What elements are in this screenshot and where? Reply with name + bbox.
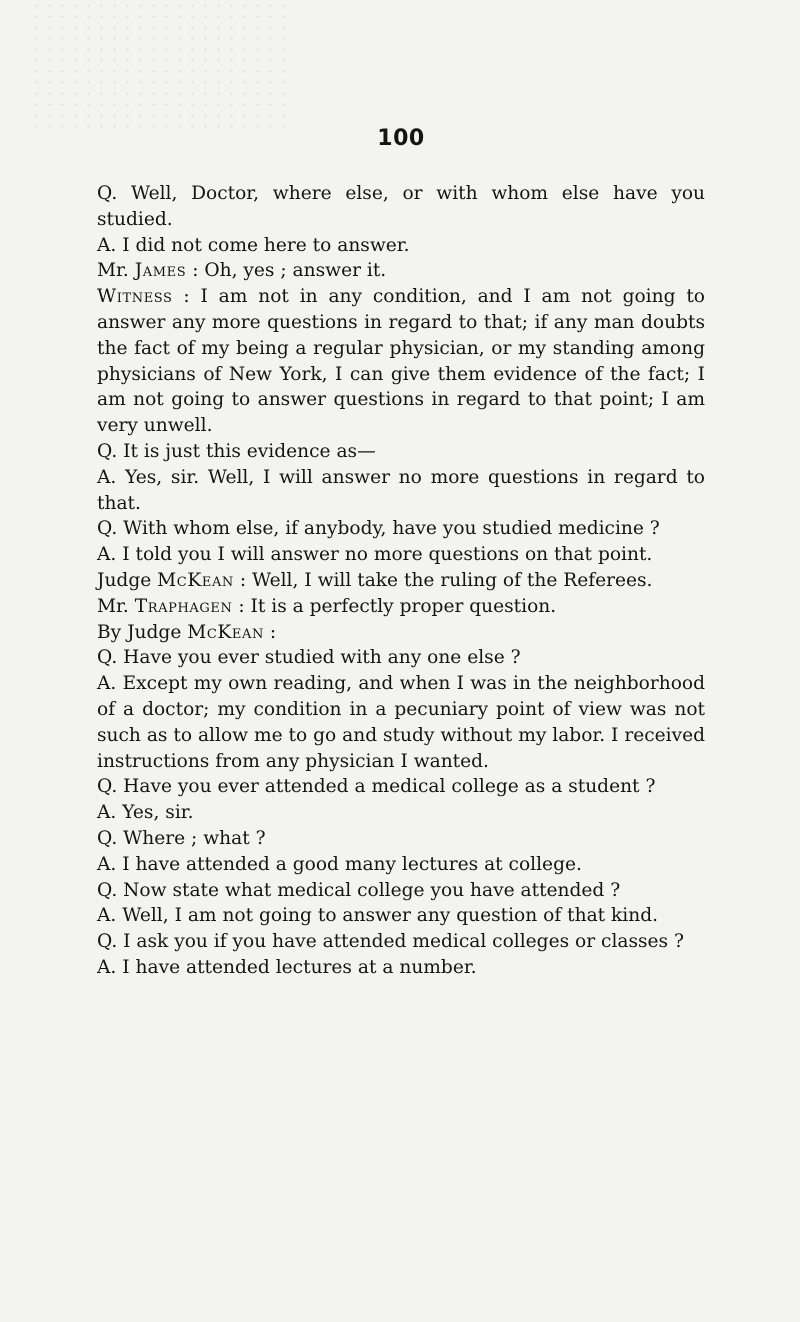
transcript-line [97, 645, 705, 671]
line-prefix: A. [97, 234, 117, 256]
line-prefix: A. [97, 853, 117, 875]
line-text: It is a perfectly proper question. [250, 595, 557, 617]
line-text: Where ; what ? [123, 827, 266, 849]
transcript-line [97, 233, 705, 259]
line-text: Except my own reading, and when I was in the neighborhood of a doctor; my condition in a pecuniary point of view was not such as to allow me to go and study without my labor. I received instructions from any physician I wanted. [97, 673, 705, 772]
line-text: Yes, sir. [122, 802, 194, 824]
transcript-line [97, 878, 705, 904]
line-text: Well, Doctor, where else, or with whom else have you studied. [97, 183, 705, 230]
line-text: I am not in any condition, and I am not going to answer any more questions in regard to that; if any man doubts the fact of my being a regular physician, or my standing among physicians of New York, I can give them evidence of the fact; I am not going to answer questions in regard to that point; I am very unwell. [97, 286, 705, 437]
heading-name: McKean [187, 621, 264, 643]
line-text: I ask you if you have attended medical colleges or classes ? [123, 931, 684, 953]
speaker-name: McKean [157, 569, 234, 591]
line-text: It is just this evidence as— [123, 440, 376, 462]
transcript-line [97, 929, 705, 955]
line-text: With whom else, if anybody, have you studied medicine ? [123, 518, 660, 540]
speaker-line: Judge McKean : Well, I will take the ruling of the Referees. [97, 569, 653, 591]
speaker-name: James [134, 260, 187, 282]
transcript-line [97, 516, 705, 542]
line-prefix: Q. [97, 518, 118, 540]
line-text: Now state what medical college you have attended ? [123, 879, 621, 901]
heading-prefix: By Judge [97, 621, 182, 643]
transcript-line [97, 903, 705, 929]
line-prefix: Q. [97, 931, 118, 953]
line-prefix: A. [97, 673, 117, 695]
line-text: I have attended a good many lectures at college. [122, 853, 582, 875]
line-prefix: Q. [97, 827, 118, 849]
transcript-body [97, 181, 705, 981]
paper-speckle-texture [30, 0, 290, 130]
line-text: Yes, sir. Well, I will answer no more questions in regard to that. [97, 466, 705, 514]
line-prefix: Q. [97, 776, 118, 798]
transcript-line [97, 852, 705, 878]
line-prefix: A. [97, 956, 117, 978]
transcript-line [97, 800, 705, 826]
page-number: 100 [377, 126, 425, 151]
transcript-line [97, 774, 705, 800]
speaker-title: Mr. [97, 260, 129, 282]
line-prefix: Q. [97, 183, 118, 204]
speaker-name: Witness [97, 286, 173, 308]
transcript-line [97, 826, 705, 852]
line-text: I have attended lectures at a number. [122, 956, 477, 978]
line-text: I did not come here to answer. [122, 234, 410, 256]
transcript-line [97, 465, 705, 517]
speaker-title: Judge [97, 569, 152, 591]
line-text: Well, I am not going to answer any question of that kind. [122, 905, 659, 927]
line-text: Well, I will take the ruling of the Referees. [252, 569, 653, 591]
transcript-line [97, 439, 705, 465]
transcript-line [97, 955, 705, 981]
speaker-line: Mr. Traphagen : It is a perfectly proper question. [97, 595, 557, 617]
transcript-line [97, 542, 705, 568]
line-text: Oh, yes ; answer it. [204, 260, 387, 282]
heading-suffix: : [269, 621, 277, 643]
speaker-name: Traphagen [134, 595, 233, 617]
line-prefix: A. [97, 466, 117, 488]
speaker-line: Witness : I am not in any condition, and I am not going to answer any more questions in regard to that; if any man doubts the fact of my being a regular physician, or my standing among physicians of New York, I can give them evidence of the fact; I am not going to answer questions in regard to that point; I am very unwell. [97, 286, 705, 437]
transcript-line [97, 671, 705, 774]
line-text: Have you ever studied with any one else ? [123, 647, 521, 669]
line-text: I told you I will answer no more questions on that point. [122, 544, 653, 566]
line-prefix: Q. [97, 879, 118, 901]
line-prefix: A. [97, 802, 117, 824]
speaker-title: Mr. [97, 595, 129, 617]
line-prefix: A. [97, 905, 117, 927]
line-prefix: Q. [97, 647, 118, 669]
line-text: Have you ever attended a medical college as a student ? [123, 776, 656, 798]
speaker-line: Mr. James : Oh, yes ; answer it. [97, 260, 387, 282]
transcript-line [97, 181, 705, 233]
line-prefix: A. [97, 544, 117, 566]
line-prefix: Q. [97, 440, 118, 462]
examiner-heading [97, 620, 705, 646]
